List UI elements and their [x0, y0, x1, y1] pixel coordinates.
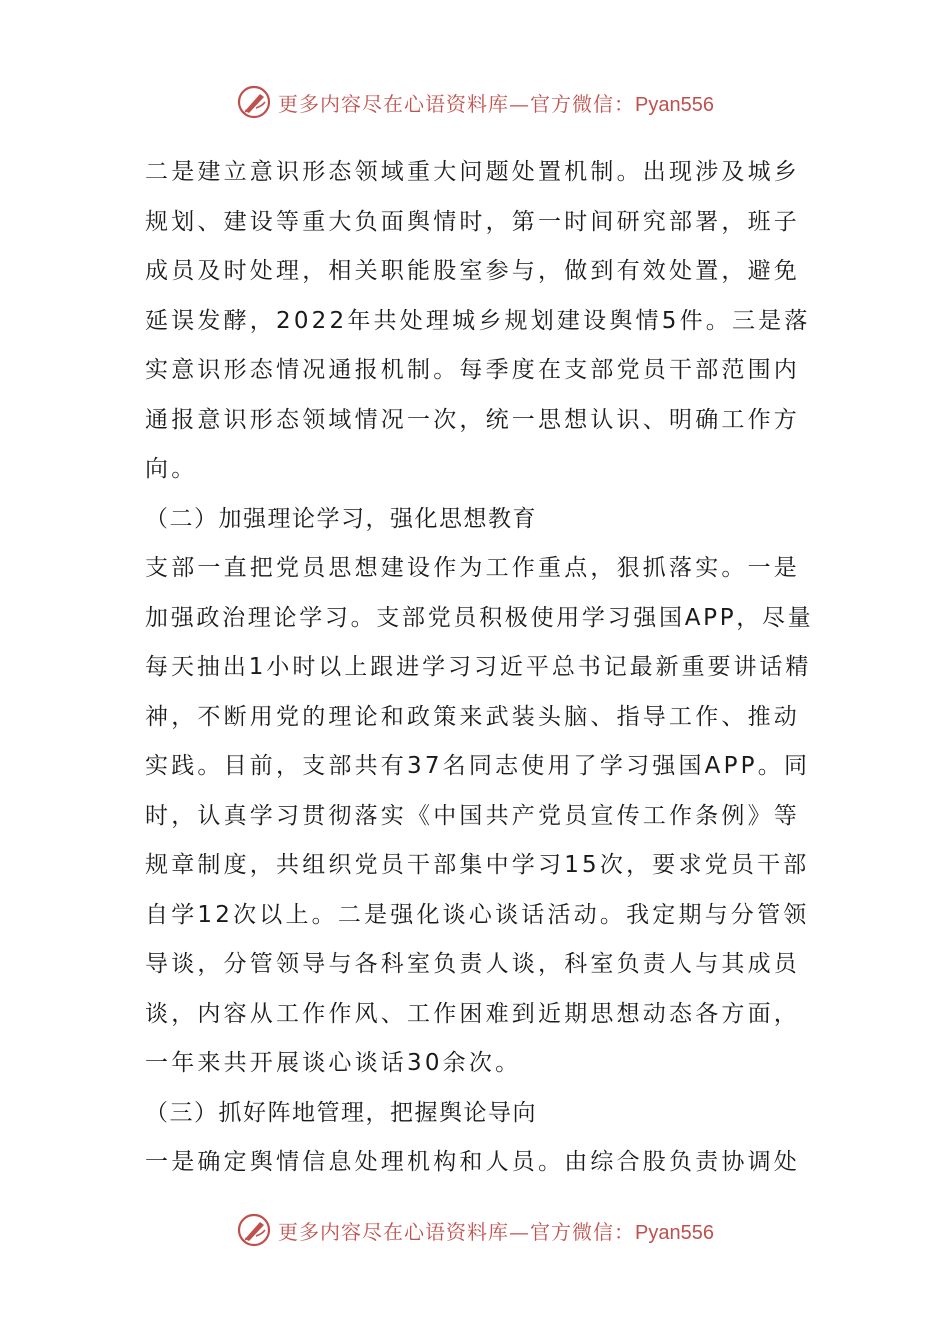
- paragraph-2: [145, 544, 815, 1089]
- header-banner-text: 更多内容尽在心语资料库—官方微信：Pyan556: [278, 91, 714, 116]
- text-line: 加强政治理论学习。支部党员积极使用学习强国APP，尽量: [145, 604, 814, 631]
- header-banner: [0, 82, 950, 122]
- paragraph-3: [145, 1138, 815, 1188]
- text-line: 一是确定舆情信息处理机构和人员。由综合股负责协调处: [145, 1149, 800, 1175]
- text-line: 时，认真学习贯彻落实《中国共产党员宣传工作条例》等: [145, 802, 800, 829]
- footer-wechat-id: Pyan556: [635, 1221, 714, 1244]
- logo-pen-icon: [236, 1212, 272, 1248]
- text-line: 规划、建设等重大负面舆情时，第一时间研究部署，班子: [145, 208, 800, 235]
- document-body: [145, 148, 815, 1188]
- text-line: 一年来共开展谈心谈话30余次。: [145, 1050, 522, 1076]
- paragraph-1: [145, 148, 815, 495]
- text-line: 支部一直把党员思想建设作为工作重点，狠抓落实。一是: [145, 555, 800, 581]
- text-line: 实践。目前，支部共有37名同志使用了学习强国APP。同: [145, 753, 811, 779]
- text-line: 延误发酵，2022年共处理城乡规划建设舆情5件。三是落: [145, 307, 811, 334]
- text-line: 自学12次以上。二是强化谈心谈话活动。我定期与分管领: [145, 901, 810, 928]
- text-line: 规章制度，共组织党员干部集中学习15次，要求党员干部: [145, 852, 810, 878]
- section-heading-2: （二）加强理论学习，强化思想教育: [145, 505, 537, 532]
- text-line: 神，不断用党的理论和政策来武装头脑、指导工作、推动: [145, 703, 800, 730]
- footer-banner: [0, 1210, 950, 1250]
- footer-banner-text: 更多内容尽在心语资料库—官方微信：Pyan556: [278, 1219, 714, 1244]
- text-line: 二是建立意识形态领域重大问题处置机制。出现涉及城乡: [145, 159, 800, 185]
- text-line: 每天抽出1小时以上跟进学习习近平总书记最新重要讲话精: [145, 654, 812, 680]
- text-line: 向。: [145, 456, 198, 482]
- header-wechat-id: Pyan556: [635, 93, 714, 116]
- text-line: 谈，内容从工作作风、工作困难到近期思想动态各方面，: [145, 1000, 800, 1027]
- text-line: 成员及时处理，相关职能股室参与，做到有效处置，避免: [145, 258, 800, 284]
- text-line: 导谈，分管领导与各科室负责人谈，科室负责人与其成员: [145, 951, 800, 977]
- logo-pen-icon: [236, 84, 272, 120]
- text-line: 实意识形态情况通报机制。每季度在支部党员干部范围内: [145, 357, 800, 383]
- text-line: 通报意识形态领域情况一次，统一思想认识、明确工作方: [145, 406, 800, 433]
- section-heading-3: （三）抓好阵地管理，把握舆论导向: [145, 1099, 537, 1126]
